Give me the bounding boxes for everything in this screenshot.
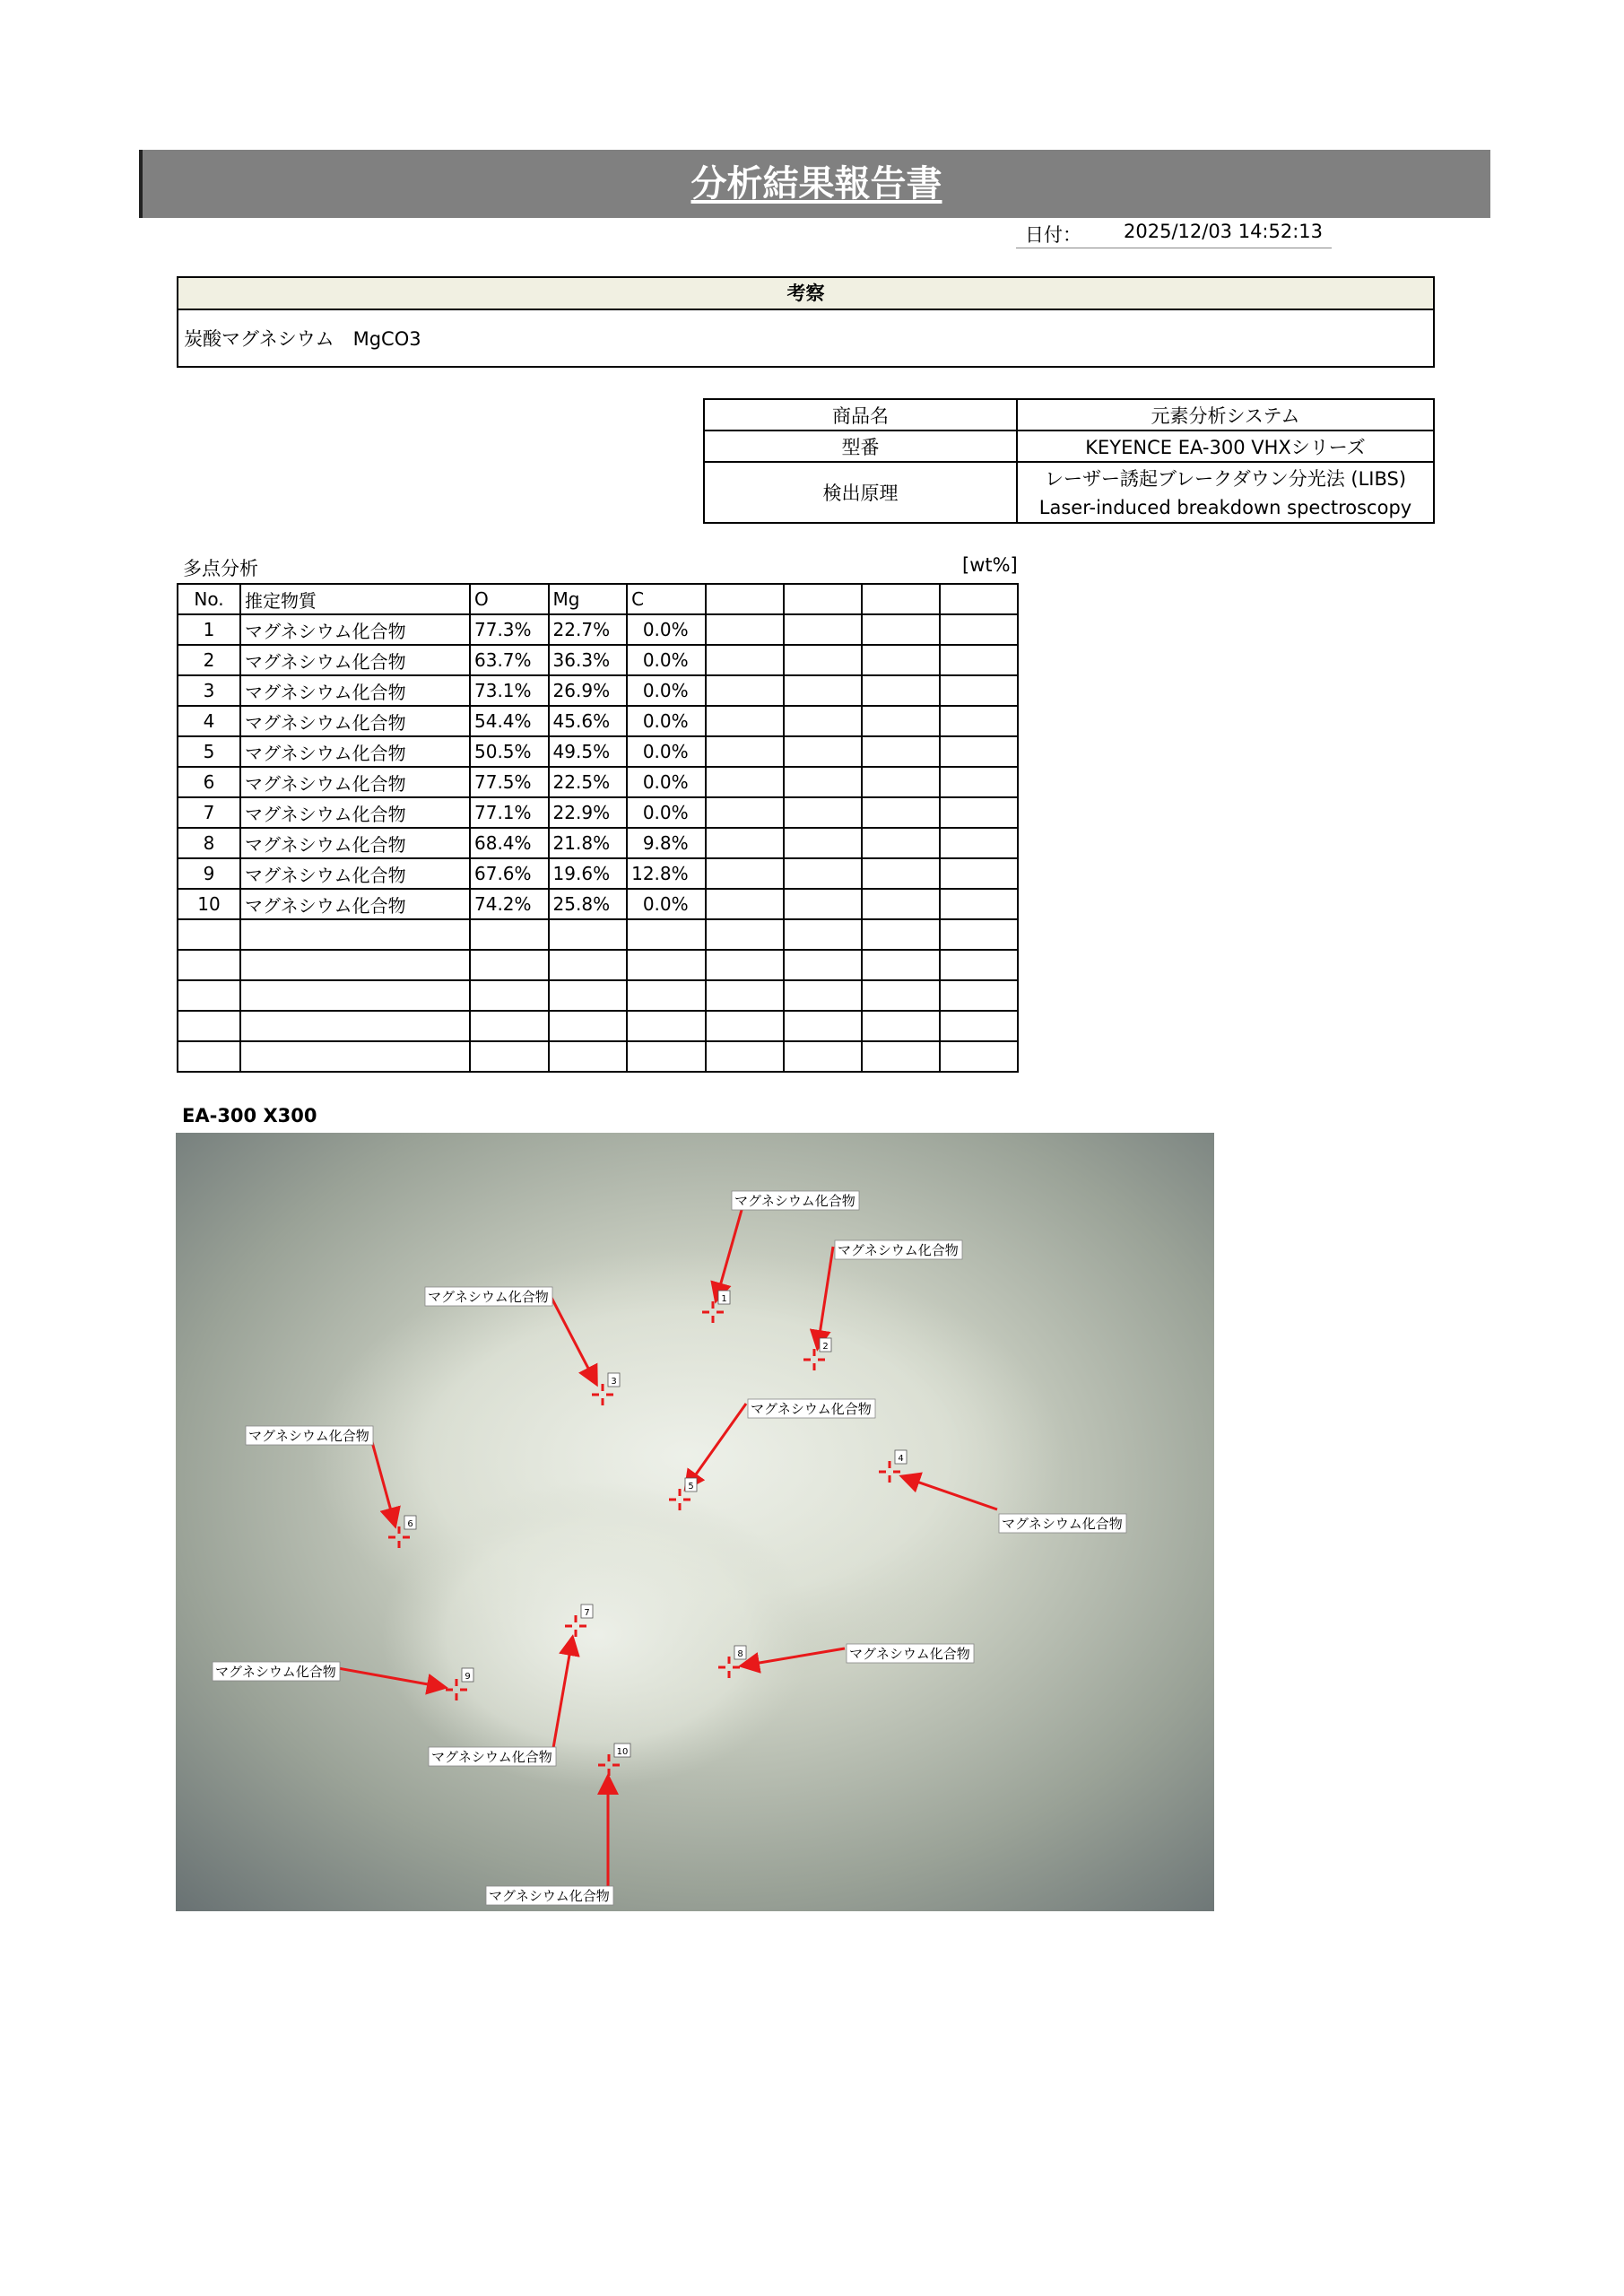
row-c-value: 0.0% bbox=[627, 645, 706, 675]
row-mg-value: 22.7% bbox=[549, 614, 628, 645]
model-label: 型番 bbox=[704, 430, 1017, 462]
row-no: 8 bbox=[178, 828, 240, 858]
microscope-image bbox=[176, 1133, 1214, 1911]
table-row bbox=[178, 645, 1018, 675]
table-row bbox=[178, 828, 1018, 858]
table-row bbox=[178, 736, 1018, 767]
marker-label: マグネシウム化合物 bbox=[248, 1428, 369, 1444]
row-o-value: 73.1% bbox=[470, 675, 549, 706]
product-name-value: 元素分析システム bbox=[1017, 399, 1434, 430]
empty-row bbox=[178, 919, 1018, 950]
row-no: 5 bbox=[178, 736, 240, 767]
row-substance: マグネシウム化合物 bbox=[240, 614, 470, 645]
row-mg-value: 36.3% bbox=[549, 645, 628, 675]
empty-row bbox=[178, 1011, 1018, 1041]
marker-number: 3 bbox=[611, 1377, 617, 1387]
row-no: 1 bbox=[178, 614, 240, 645]
row-substance: マグネシウム化合物 bbox=[240, 858, 470, 889]
row-o-value: 77.1% bbox=[470, 797, 549, 828]
header-substance: 推定物質 bbox=[240, 584, 470, 614]
row-c-value: 0.0% bbox=[627, 736, 706, 767]
row-c-value: 9.8% bbox=[627, 828, 706, 858]
row-c-value: 0.0% bbox=[627, 767, 706, 797]
row-o-value: 50.5% bbox=[470, 736, 549, 767]
row-o-value: 63.7% bbox=[470, 645, 549, 675]
empty-row bbox=[178, 980, 1018, 1011]
date-row bbox=[1016, 217, 1332, 248]
row-mg-value: 19.6% bbox=[549, 858, 628, 889]
header-o: O bbox=[470, 584, 549, 614]
table-row bbox=[178, 797, 1018, 828]
consideration-heading: 考察 bbox=[178, 278, 1433, 310]
marker-label: マグネシウム化合物 bbox=[431, 1749, 552, 1765]
multi-point-table bbox=[177, 583, 1019, 1073]
marker-label: マグネシウム化合物 bbox=[1002, 1516, 1123, 1532]
row-substance: マグネシウム化合物 bbox=[240, 889, 470, 919]
marker-label: マグネシウム化合物 bbox=[838, 1242, 959, 1258]
row-mg-value: 22.9% bbox=[549, 797, 628, 828]
row-o-value: 77.5% bbox=[470, 767, 549, 797]
row-o-value: 67.6% bbox=[470, 858, 549, 889]
row-no: 9 bbox=[178, 858, 240, 889]
table-row bbox=[178, 767, 1018, 797]
marker-number: 7 bbox=[584, 1608, 590, 1618]
marker-number: 2 bbox=[822, 1342, 829, 1352]
marker-number: 9 bbox=[465, 1672, 471, 1682]
header-no: No. bbox=[178, 584, 240, 614]
row-c-value: 0.0% bbox=[627, 797, 706, 828]
row-c-value: 0.0% bbox=[627, 706, 706, 736]
title-bar bbox=[139, 150, 1490, 218]
row-o-value: 54.4% bbox=[470, 706, 549, 736]
row-o-value: 74.2% bbox=[470, 889, 549, 919]
header-mg: Mg bbox=[549, 584, 628, 614]
table-header-row bbox=[178, 584, 1018, 614]
principle-value-ja: レーザー誘起ブレークダウン分光法 (LIBS) bbox=[1017, 462, 1434, 492]
row-no: 2 bbox=[178, 645, 240, 675]
consideration-box bbox=[177, 276, 1435, 368]
row-no: 3 bbox=[178, 675, 240, 706]
multi-point-title: 多点分析 bbox=[183, 558, 258, 579]
marker-label: マグネシウム化合物 bbox=[489, 1888, 610, 1904]
product-name-label: 商品名 bbox=[704, 399, 1017, 430]
row-substance: マグネシウム化合物 bbox=[240, 797, 470, 828]
table-row bbox=[178, 706, 1018, 736]
row-no: 7 bbox=[178, 797, 240, 828]
row-substance: マグネシウム化合物 bbox=[240, 767, 470, 797]
marker-label: マグネシウム化合物 bbox=[428, 1289, 549, 1305]
row-mg-value: 45.6% bbox=[549, 706, 628, 736]
empty-row bbox=[178, 950, 1018, 980]
row-mg-value: 22.5% bbox=[549, 767, 628, 797]
table-row bbox=[178, 858, 1018, 889]
row-mg-value: 25.8% bbox=[549, 889, 628, 919]
table-row bbox=[178, 675, 1018, 706]
row-substance: マグネシウム化合物 bbox=[240, 645, 470, 675]
table-row bbox=[178, 614, 1018, 645]
row-o-value: 77.3% bbox=[470, 614, 549, 645]
marker-label: マグネシウム化合物 bbox=[215, 1664, 336, 1680]
image-label: EA-300 X300 bbox=[182, 1105, 317, 1126]
marker-label: マグネシウム化合物 bbox=[849, 1646, 970, 1662]
row-substance: マグネシウム化合物 bbox=[240, 736, 470, 767]
row-no: 10 bbox=[178, 889, 240, 919]
multi-point-unit: [wt%] bbox=[962, 554, 1018, 576]
marker-label: マグネシウム化合物 bbox=[751, 1401, 872, 1417]
row-substance: マグネシウム化合物 bbox=[240, 828, 470, 858]
row-no: 4 bbox=[178, 706, 240, 736]
model-value: KEYENCE EA-300 VHXシリーズ bbox=[1017, 430, 1434, 462]
row-c-value: 0.0% bbox=[627, 675, 706, 706]
date-value: 2025/12/03 14:52:13 bbox=[1124, 221, 1324, 242]
row-c-value: 0.0% bbox=[627, 889, 706, 919]
empty-row bbox=[178, 1041, 1018, 1072]
table-row bbox=[178, 889, 1018, 919]
marker-label: マグネシウム化合物 bbox=[734, 1193, 855, 1209]
marker-number: 8 bbox=[737, 1649, 743, 1659]
row-c-value: 0.0% bbox=[627, 614, 706, 645]
date-label: 日付： bbox=[1025, 224, 1081, 246]
page-title: 分析結果報告書 bbox=[690, 163, 942, 204]
row-c-value: 12.8% bbox=[627, 858, 706, 889]
row-no: 6 bbox=[178, 767, 240, 797]
marker-number: 5 bbox=[688, 1482, 694, 1492]
row-mg-value: 21.8% bbox=[549, 828, 628, 858]
row-o-value: 68.4% bbox=[470, 828, 549, 858]
product-info-table bbox=[703, 398, 1435, 524]
row-substance: マグネシウム化合物 bbox=[240, 706, 470, 736]
header-c: C bbox=[627, 584, 706, 614]
consideration-text: 炭酸マグネシウム MgCO3 bbox=[184, 328, 421, 350]
marker-number: 10 bbox=[616, 1747, 629, 1757]
row-mg-value: 49.5% bbox=[549, 736, 628, 767]
principle-label: 検出原理 bbox=[704, 462, 1017, 523]
row-substance: マグネシウム化合物 bbox=[240, 675, 470, 706]
marker-number: 4 bbox=[898, 1454, 904, 1464]
row-mg-value: 26.9% bbox=[549, 675, 628, 706]
marker-number: 1 bbox=[721, 1294, 727, 1304]
principle-value-en: Laser-induced breakdown spectroscopy bbox=[1017, 492, 1434, 523]
marker-number: 6 bbox=[407, 1519, 413, 1529]
